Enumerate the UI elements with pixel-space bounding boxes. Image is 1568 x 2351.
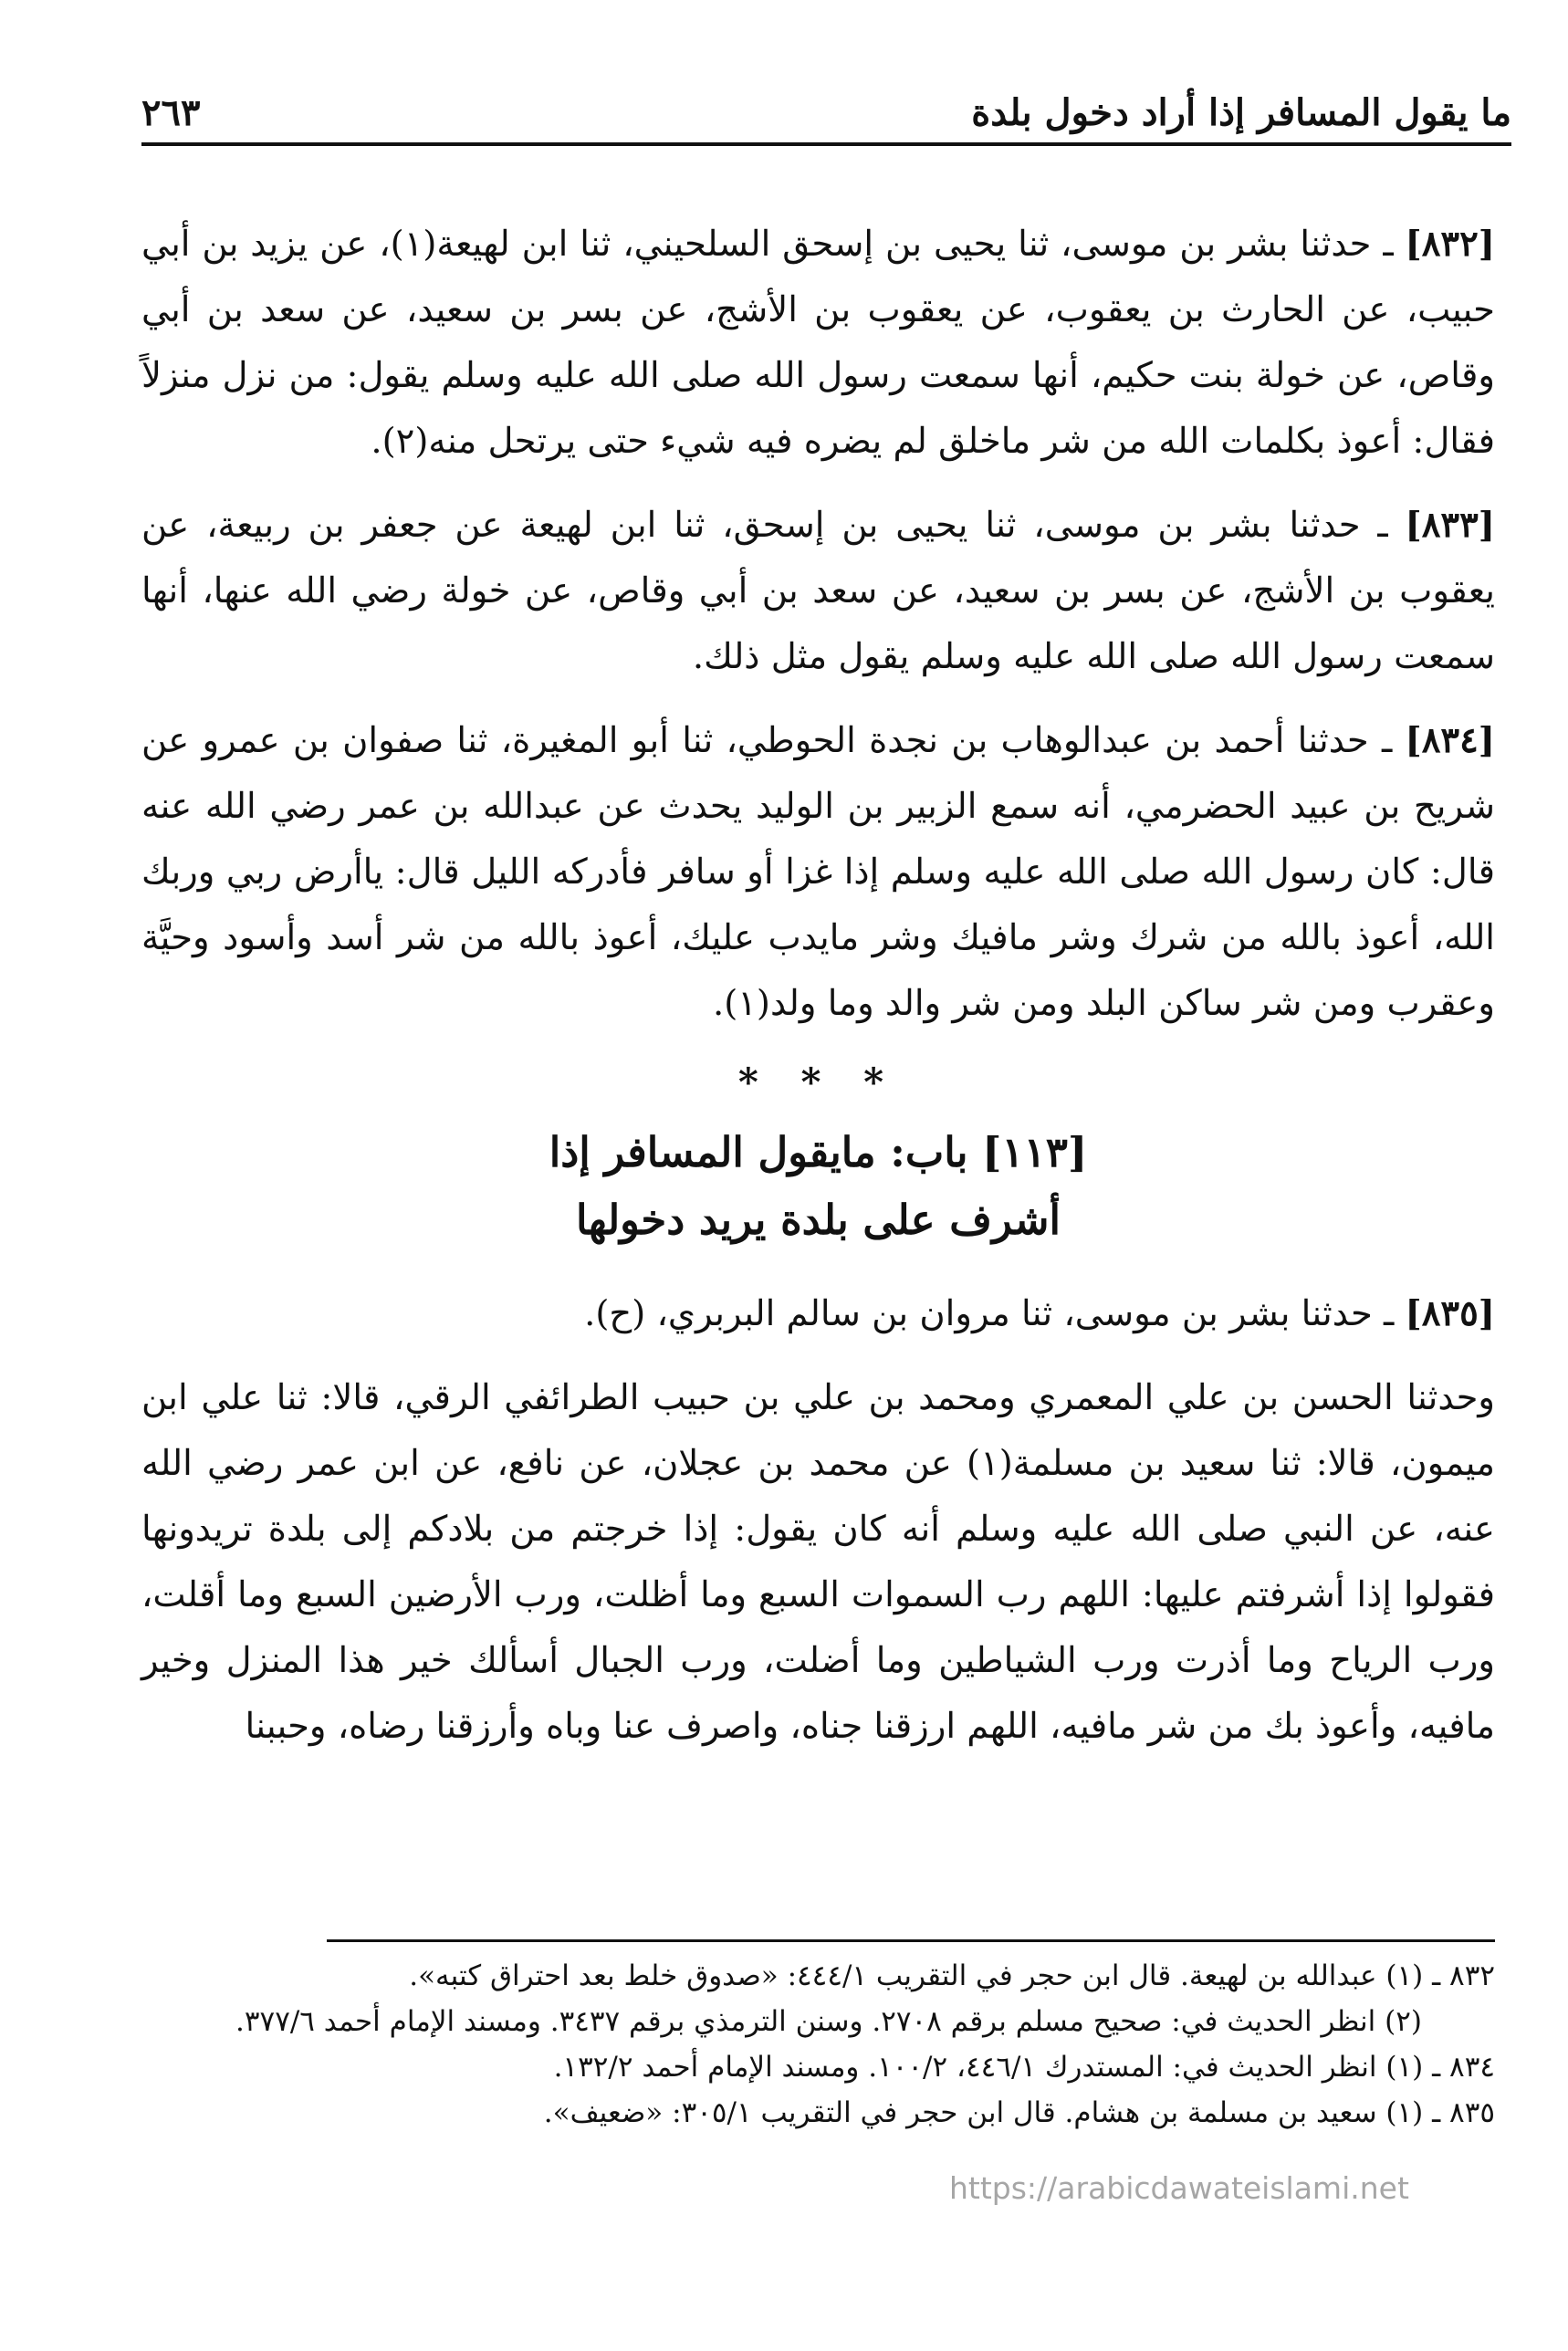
footnotes xyxy=(141,1953,1495,2136)
footnote: (٢) انظر الحديث في: صحيح مسلم برقم ٢٧٠٨. وسنن الترمذي برقم ٣٤٣٧. ومسند الإمام أحمد ٣٧٧/٦. xyxy=(235,2005,1422,2038)
hadith-text: ـ حدثنا بشر بن موسى، ثنا يحيى بن إسحق، ثنا ابن لهيعة عن جعفر بن ربيعة، عن يعقوب بن الأشج، عن بسر بن سعيد، عن سعد بن أبي وقاص، عن خولة رضي الله عنها، أنها سمعت رسول الله صلى الله عليه وسلم يقول مثل ذلك. xyxy=(141,505,1495,677)
hadith-835-continuation: وحدثنا الحسن بن علي المعمري ومحمد بن علي بن حبيب الطرائفي الرقي، قالا: ثنا علي ابن ميمون، قالا: ثنا سعيد بن مسلمة(١) عن محمد بن عجلان، عن نافع، عن ابن عمر رضي الله عنه، عن النبي صلى الله عليه وسلم أنه كان يقول: إذا خرجتم من بلادكم إلى بلدة تريدونها فقولوا إذا أشرفتم عليها: اللهم رب السموات السبع وما أظلت، ورب الأرضين السبع وما أقلت، ورب الرياح وما أذرت ورب الشياطين وما أضلت، ورب الجبال أسألك خير هذا المنزل وخير مافيه، وأعوذ بك من شر مافيه، اللهم ارزقنا جناه، واصرف عنا وباه وأرزقنا رضاه، وحببنا xyxy=(141,1377,1495,1747)
hadith-text: ـ حدثنا بشر بن موسى، ثنا مروان بن سالم البربري، (ح). xyxy=(584,1293,1395,1334)
hadith-text: ـ حدثنا بشر بن موسى، ثنا يحيى بن إسحق السلحيني، ثنا ابن لهيعة(١)، عن يزيد بن أبي حبيب، عن الحارث بن يعقوب، عن يعقوب بن الأشج، عن بسر بن سعيد، عن سعد بن أبي وقاص، عن خولة بنت حكيم، أنها سمعت رسول الله صلى الله عليه وسلم يقول: من نزل منزلاً فقال: أعوذ بكلمات الله من شر ماخلق لم يضره فيه شيء حتى يرتحل منه(٢). xyxy=(141,224,1495,462)
footnote-divider xyxy=(327,1939,1495,1942)
hadith-832 xyxy=(141,212,1495,475)
running-title: ما يقول المسافر إذا أراد دخول بلدة xyxy=(971,91,1511,134)
main-text xyxy=(141,212,1495,1760)
chapter-heading-line-1: [١١٣] باب: مايقول المسافر إذا xyxy=(549,1128,1088,1176)
watermark-url: https://arabicdawateislami.net xyxy=(949,2170,1409,2206)
chapter-heading-line-2: أشرف على بلدة يريد دخولها xyxy=(576,1196,1061,1244)
footnote: ٨٣٤ ـ (١) انظر الحديث في: المستدرك ٤٤٦/١، ١٠٠/٢. ومسند الإمام أحمد ١٣٢/٢. xyxy=(553,2051,1495,2084)
hadith-number: [٨٣٣] xyxy=(1405,505,1495,546)
hadith-833 xyxy=(141,493,1495,690)
hadith-number: [٨٣٤] xyxy=(1405,720,1495,761)
hadith-number: [٨٣٢] xyxy=(1405,224,1495,265)
page-header xyxy=(141,88,1511,146)
chapter-heading xyxy=(141,1119,1495,1254)
hadith-835 xyxy=(141,1281,1495,1347)
page-number: ٢٦٣ xyxy=(141,91,201,134)
hadith-text: ـ حدثنا أحمد بن عبدالوهاب بن نجدة الحوطي، ثنا أبو المغيرة، ثنا صفوان بن عمرو عن شريح بن عبيد الحضرمي، أنه سمع الزبير بن الوليد يحدث عن عبدالله بن عمر رضي الله عنه قال: كان رسول الله صلى الله عليه وسلم إذا غزا أو سافر فأدركه الليل قال: ياأرض ربي وربك الله، أعوذ بالله من شرك وشر مافيك وشر مايدب عليك، أعوذ بالله من شر أسد وأسود وحيَّة وعقرب ومن شر ساكن البلد ومن شر والد وما ولد(١). xyxy=(141,720,1495,1024)
hadith-number: [٨٣٥] xyxy=(1405,1293,1495,1334)
hadith-834 xyxy=(141,708,1495,1037)
footnote: ٨٣٥ ـ (١) سعيد بن مسلمة بن هشام. قال ابن حجر في التقريب ٣٠٥/١: «ضعيف». xyxy=(543,2096,1495,2129)
section-separator: * * * xyxy=(737,1060,899,1104)
footnote: ٨٣٢ ـ (١) عبدالله بن لهيعة. قال ابن حجر في التقريب ٤٤٤/١: «صدوق خلط بعد احتراق كتبه». xyxy=(409,1959,1495,1992)
